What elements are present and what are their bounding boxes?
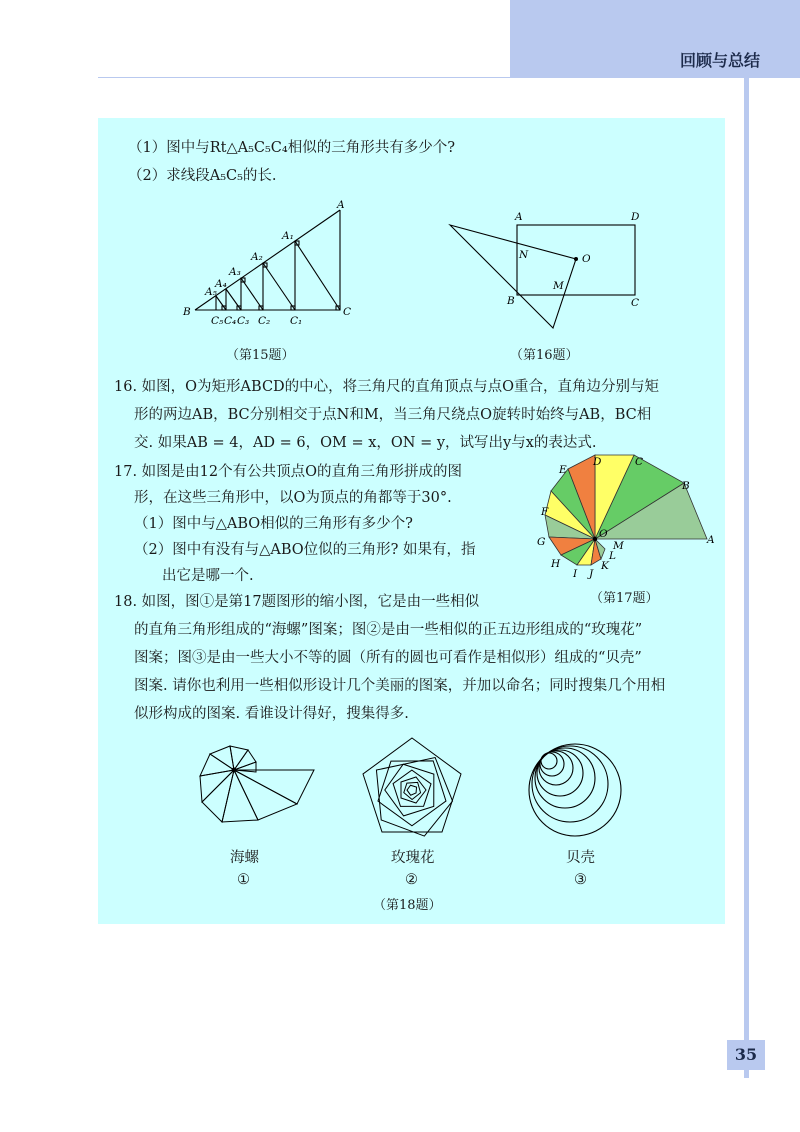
q16-caption: （第16题） — [510, 348, 579, 363]
q18-line3: 图案；图③是由一些大小不等的圆（所有的圆也可看作是相似形）组成的“贝壳” — [134, 650, 642, 666]
q15-label-C1: C₁ — [290, 315, 303, 327]
q16-label-C: C — [631, 297, 640, 309]
q18-figure1-mark: ① — [237, 872, 250, 888]
q17-label-G: G — [537, 536, 546, 548]
q17-line2: 形，在这些三角形中，以O为顶点的角都等于30°. — [134, 490, 452, 506]
q16-label-B: B — [507, 295, 515, 307]
q16-label-M: M — [553, 280, 564, 292]
page-number: 35 — [727, 1040, 765, 1070]
q15-label-B: B — [183, 306, 191, 318]
q15-figure — [175, 198, 375, 338]
q18-figure2-mark: ② — [405, 872, 418, 888]
q16-line2: 形的两边AB，BC分别相交于点N和M，当三角尺绕点O旋转时始终与AB，BC相 — [134, 407, 652, 423]
q17-label-F: F — [541, 506, 549, 518]
q18-figure2-name: 玫瑰花 — [391, 850, 435, 866]
q17-label-B: B — [682, 480, 690, 492]
q17-figure — [533, 455, 713, 585]
q15-part2: （2）求线段A₅C₅的长. — [128, 168, 277, 184]
q16-label-N: N — [519, 249, 529, 261]
q18-figure1-name: 海螺 — [230, 850, 259, 866]
q17-part2a: （2）图中有没有与△ABO位似的三角形? 如果有，指 — [134, 542, 476, 558]
q16-line3: 交. 如果AB = 4，AD = 6，OM = x，ON = y，试写出y与x的表达式. — [134, 435, 597, 451]
q17-label-E: E — [559, 464, 567, 476]
header-rule — [98, 77, 510, 78]
q15-label-A3: A₃ — [229, 266, 241, 278]
q15-label-C4: C₄ — [224, 315, 237, 327]
q15-label-A: A — [337, 199, 345, 211]
q17-label-M: M — [613, 540, 624, 552]
q15-label-C2: C₂ — [258, 315, 271, 327]
q18-line4: 图案. 请你也利用一些相似形设计几个美丽的图案，并加以命名；同时搜集几个用相 — [134, 678, 666, 694]
q15-part1: （1）图中与Rt△A₅C₅C₄相似的三角形共有多少个? — [128, 140, 455, 156]
q16-label-A: A — [515, 211, 523, 223]
q17-part2b: 出它是哪一个. — [162, 568, 254, 584]
chapter-title: 回顾与总结 — [679, 51, 760, 70]
q17-label-I: I — [573, 568, 578, 580]
q17-label-J: J — [589, 568, 594, 580]
q17-caption: （第17题） — [590, 591, 659, 606]
q18-line5: 似形构成的图案. 看谁设计得好，搜集得多. — [134, 706, 409, 722]
q18-circles-figure — [520, 738, 630, 838]
q17-label-H: H — [551, 558, 561, 570]
q18-line2: 的直角三角形组成的“海螺”图案；图②是由一些相似的正五边形组成的“玫瑰花” — [134, 622, 643, 638]
q18-shell-figure — [198, 742, 318, 842]
q16-label-O: O — [582, 253, 591, 265]
q16-figure — [445, 208, 665, 348]
q15-caption: （第15题） — [226, 348, 295, 363]
q15-label-A1: A₁ — [282, 230, 294, 242]
q18-caption: （第18题） — [373, 898, 442, 913]
q15-label-C3: C₃ — [237, 315, 250, 327]
q18-rose-figure — [352, 735, 472, 845]
q18-line1: 18. 如图，图①是第17题图形的缩小图，它是由一些相似 — [114, 594, 480, 610]
q17-label-K: K — [601, 560, 609, 572]
q15-label-A4: A₄ — [215, 278, 227, 290]
q18-figure3-mark: ③ — [574, 872, 587, 888]
q17-label-L: L — [609, 550, 616, 562]
q18-figure3-name: 贝壳 — [566, 850, 595, 866]
q17-label-O: O — [599, 528, 608, 540]
q17-label-A: A — [707, 534, 715, 546]
q17-label-C: C — [635, 456, 644, 468]
q15-label-C5: C₅ — [211, 315, 224, 327]
q17-line1: 17. 如图是由12个有公共顶点O的直角三角形拼成的图 — [114, 464, 463, 480]
side-bar — [744, 78, 749, 1078]
q16-line1: 16. 如图，O为矩形ABCD的中心，将三角尺的直角顶点与点O重合，直角边分别与矩 — [114, 379, 660, 395]
q17-part1: （1）图中与△ABO相似的三角形有多少个? — [134, 516, 413, 532]
q15-label-A2: A₂ — [251, 251, 263, 263]
q15-label-A5: A₅ — [205, 286, 217, 298]
q17-label-D: D — [593, 456, 602, 468]
q15-label-C: C — [343, 306, 352, 318]
q16-label-D: D — [631, 211, 640, 223]
